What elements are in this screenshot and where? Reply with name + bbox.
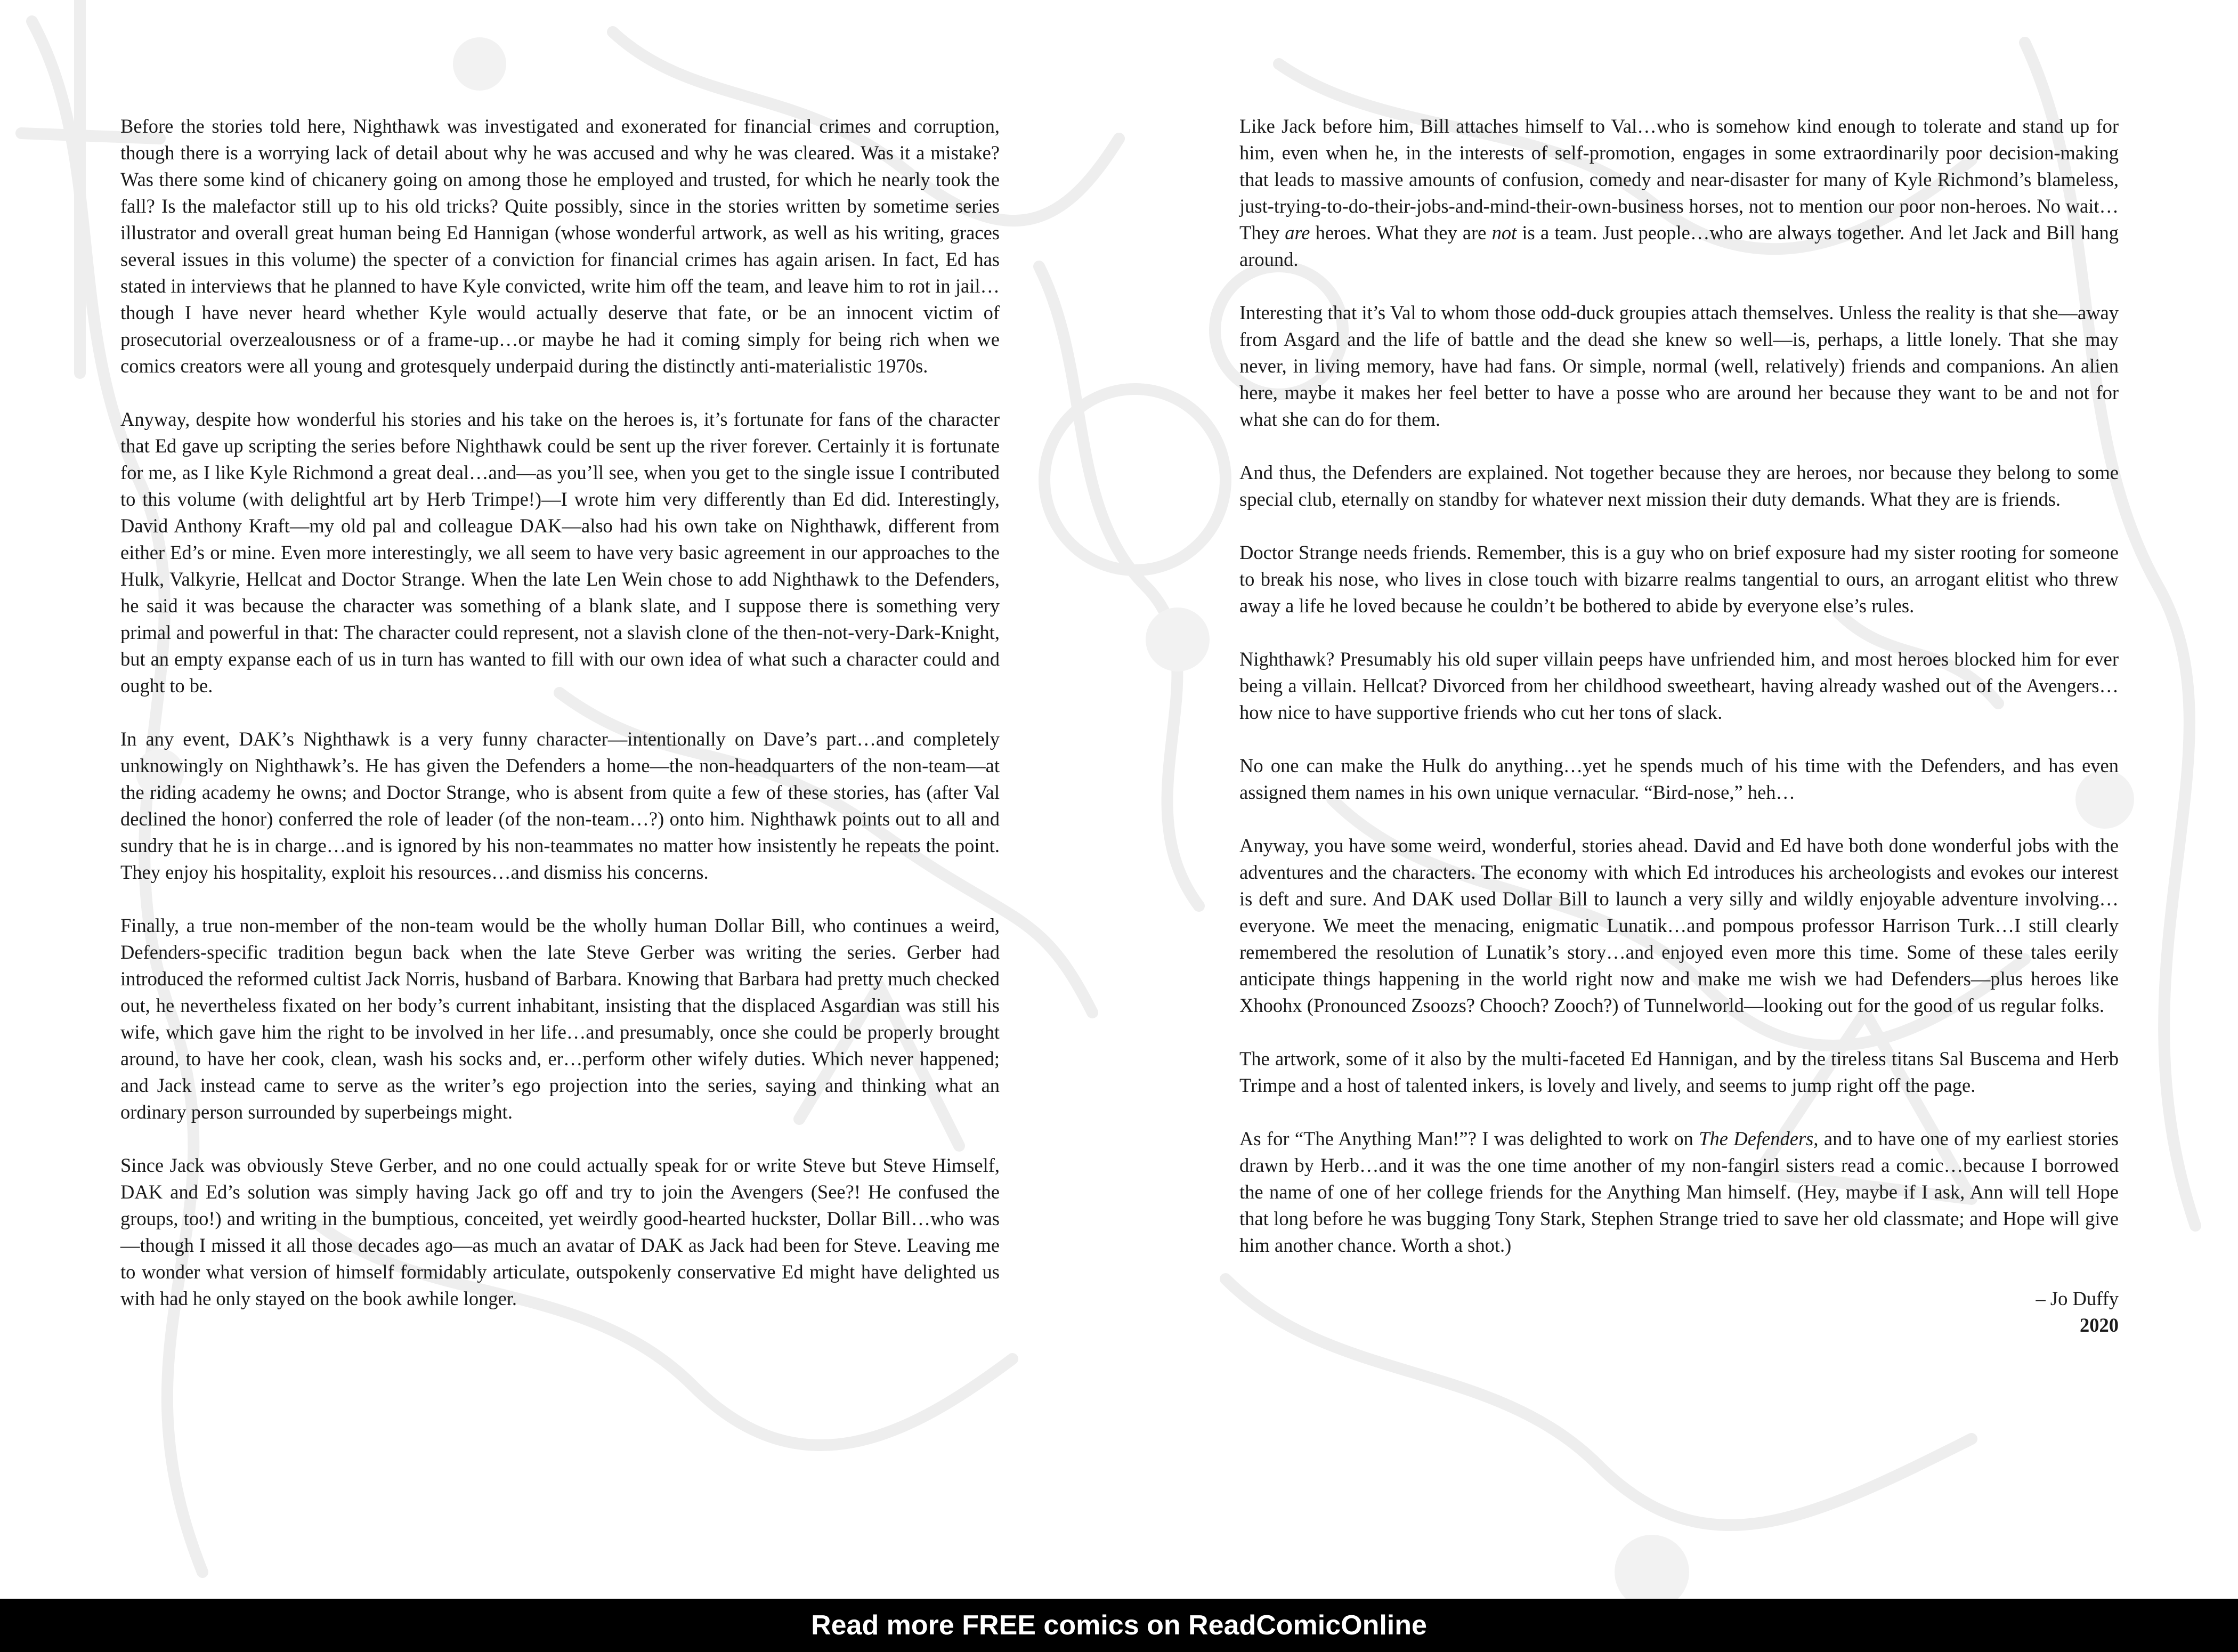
text-run: Like Jack before him, Bill attaches himself to Val…who is somehow kind enough to tolerate and stand up for him, even when he, in the interests of self-promotion, engages in some extraordinarily poor decision-making that leads to massive amounts of confusion, comedy and near-disaster for many of Kyle Richmond’s blameless, just-trying-to-do-their-jobs-and-mind-their-own-business horses, not to mention our poor non-heroes. No wait…They bbox=[1239, 115, 2119, 244]
paragraph: Doctor Strange needs friends. Remember, this is a guy who on brief exposure had my sister rooting for someone to break his nose, who lives in close touch with bizarre realms tangential to ours, an arrogant elitist who threw away a life he loved because he couldn’t be bothered to abide by everyone else’s rules. bbox=[1239, 541, 2119, 617]
text-run: is a team. Just people…who are always together. And let Jack and Bill hang around. bbox=[1239, 222, 2119, 270]
footer-text: Read more FREE comics on ReadComicOnline bbox=[811, 1610, 1427, 1641]
paragraph: In any event, DAK’s Nighthawk is a very funny character—intentionally on Dave’s part…and completely unknowingly on Nighthawk’s. He has given the Defenders a home—the non-headquarters of the non-team—at the riding academy he owns; and Doctor Strange, who is absent from quite a few of these stories, has (after Val declined the honor) conferred the role of leader (of the non-team…?) onto him. Nighthawk points out to all and sundry that he is in charge…and is ignored by his non-teammates no matter how insistently he repeats the point. They enjoy his hospitality, exploit his resources…and dismiss his concerns. bbox=[120, 728, 1000, 883]
emphasis: not bbox=[1491, 222, 1517, 244]
paragraph bbox=[1239, 113, 2119, 273]
paragraph: Finally, a true non-member of the non-team would be the wholly human Dollar Bill, who continues a weird, Defenders-specific tradition begun back when the late Steve Gerber was writing the series. Gerber had introduced the reformed cultist Jack Norris, husband of Barbara. Knowing that Barbara had pretty much checked out, he nevertheless fixated on her body’s current inhabitant, insisting that the displaced Asgardian was still his wife, which gave him the right to be involved in her life…and presumably, once she could be properly brought around, to have her cook, clean, wash his socks and, er…perform other wifely duties. Which never happened; and Jack instead came to serve as the writer’s ego projection into the series, saying and thinking what an ordinary person surrounded by superbeings might. bbox=[120, 914, 1000, 1123]
paragraph: Nighthawk? Presumably his old super villain peeps have unfriended him, and most heroes blocked him for ever being a villain. Hellcat? Divorced from her childhood sweetheart, having already washed out of the Avengers…how nice to have supportive friends who cut her tons of slack. bbox=[1239, 648, 2119, 723]
paragraph: Anyway, despite how wonderful his stories and his take on the heroes is, it’s fortunate for fans of the character that Ed gave up scripting the series before Nighthawk could be sent up the river forever. Certainly it is fortunate for me, as I like Kyle Richmond a great deal…and—as you’ll see, when you get to the single issue I contributed to this volume (with delightful art by Herb Trimpe!)—I wrote him very differently than Ed did. Interestingly, David Anthony Kraft—my old pal and colleague DAK—also had his own take on Nighthawk, different from either Ed’s or mine. Even more interestingly, we all seem to have very basic agreement in our approaches to the Hulk, Valkyrie, Hellcat and Doctor Strange. When the late Len Wein chose to add Nighthawk to the Defenders, he said it was because the character was something of a blank slate, and I suppose there is something very primal and powerful in that: The character could represent, not a slavish clone of the then-not-very-Dark-Knight, but an empty expanse each of us in turn has wanted to fill with our own idea of what such a character could and ought to be. bbox=[120, 408, 1000, 697]
paragraph bbox=[1239, 1125, 2119, 1259]
emphasis: are bbox=[1285, 222, 1310, 244]
paragraph: Anyway, you have some weird, wonderful, stories ahead. David and Ed have both done wonderful jobs with the adventures and the characters. The economy with which Ed introduces his archeologists and evokes our interest is deft and sure. And DAK used Dollar Bill to launch a very silly and wildly enjoyable adventure involving…everyone. We meet the menacing, enigmatic Lunatik…and pompous professor Harrison Turk…I still clearly remembered the resolution of Lunatik’s story…and enjoyed even more this time. Some of these tales eerily anticipate things happening in the world right now and make me wish we had Defenders—plus heroes like Xhoohx (Pronounced Zsoozs? Chooch? Zooch?) of Tunnelworld—looking out for the good of us regular folks. bbox=[1239, 835, 2119, 1016]
footer-banner[interactable] bbox=[0, 1599, 2238, 1652]
paragraph: Since Jack was obviously Steve Gerber, and no one could actually speak for or write Steve but Steve Himself, DAK and Ed’s solution was simply having Jack go off and try to join the Avengers (See?! He confused the groups, too!) and writing in the bumptious, conceited, yet weirdly good-hearted huckster, Dollar Bill…who was—though I missed it all those decades ago—as much an avatar of DAK as Jack had been for Steve. Leaving me to wonder what version of himself formidably articulate, outspokenly conservative Ed might have delighted us with had he only stayed on the book awhile longer. bbox=[120, 1154, 1000, 1309]
book-title: The Defenders bbox=[1699, 1128, 1814, 1149]
paragraph: The artwork, some of it also by the multi-faceted Ed Hannigan, and by the tireless titans Sal Buscema and Herb Trimpe and a host of talented inkers, is lovely and lively, and seems to jump right off the page. bbox=[1239, 1048, 2119, 1096]
paragraph: Before the stories told here, Nighthawk was investigated and exonerated for financial crimes and corruption, though there is a worrying lack of detail about why he was accused and why he was cleared. Was it a mistake? Was there some kind of chicanery going on among those he employed and trusted, for which he nearly took the fall? Is the malefactor still up to his old tricks? Quite possibly, since in the stories written by sometime series illustrator and overall great human being Ed Hannigan (whose wonderful artwork, as well as his writing, graces several issues in this volume) the specter of a conviction for financial crimes has again arisen. In fact, Ed has stated in interviews that he planned to have Kyle convicted, write him off the team, and leave him to rot in jail…though I have never heard whether Kyle would actually deserve that fate, or be an innocent victim of prosecutorial overzealousness or of a frame-up…or maybe he had it coming simply for being rich when we comics creators were all young and grotesquely underpaid during the distinctly anti-materialistic 1970s. bbox=[120, 115, 1000, 377]
paragraph: No one can make the Hulk do anything…yet he spends much of his time with the Defenders, and has even assigned them names in his own unique vernacular. “Bird-nose,” heh… bbox=[1239, 755, 2119, 803]
text-run: heroes. What they are bbox=[1310, 222, 1492, 244]
signature bbox=[1239, 1285, 2119, 1339]
text-run: , and to have one of my earliest stories drawn by Herb…and it was the one time another of my non-fangirl sisters read a comic…because I borrowed the name of one of her college friends for the Anything Man himself. (Hey, maybe if I ask, Ann will tell Hope that long before he was bugging Tony Stark, Stephen Strange tried to save her old classmate; and Hope will give him another chance. Worth a shot.) bbox=[1239, 1128, 2119, 1256]
paragraph: And thus, the Defenders are explained. Not together because they are heroes, nor because they belong to some special club, eternally on standby for whatever next mission their duty demands. What they are is friends. bbox=[1239, 461, 2119, 510]
left-text-column bbox=[120, 113, 1000, 1339]
right-text-column bbox=[1239, 113, 2119, 1339]
paragraph: Interesting that it’s Val to whom those odd-duck groupies attach themselves. Unless the reality is that she—away from Asgard and the life of battle and the dead she knew so well—is, perhaps, a little lonely. That she may never, in living memory, have had fans. Or simple, normal (well, relatively) friends and companions. An alien here, maybe it makes her feel better to have a posse who are around her because they want to be and not for what she can do for them. bbox=[1239, 302, 2119, 430]
author-name: – Jo Duffy bbox=[2036, 1287, 2119, 1309]
text-run: As for “The Anything Man!”? I was delighted to work on bbox=[1239, 1128, 1699, 1149]
signature-year: 2020 bbox=[2080, 1314, 2119, 1336]
